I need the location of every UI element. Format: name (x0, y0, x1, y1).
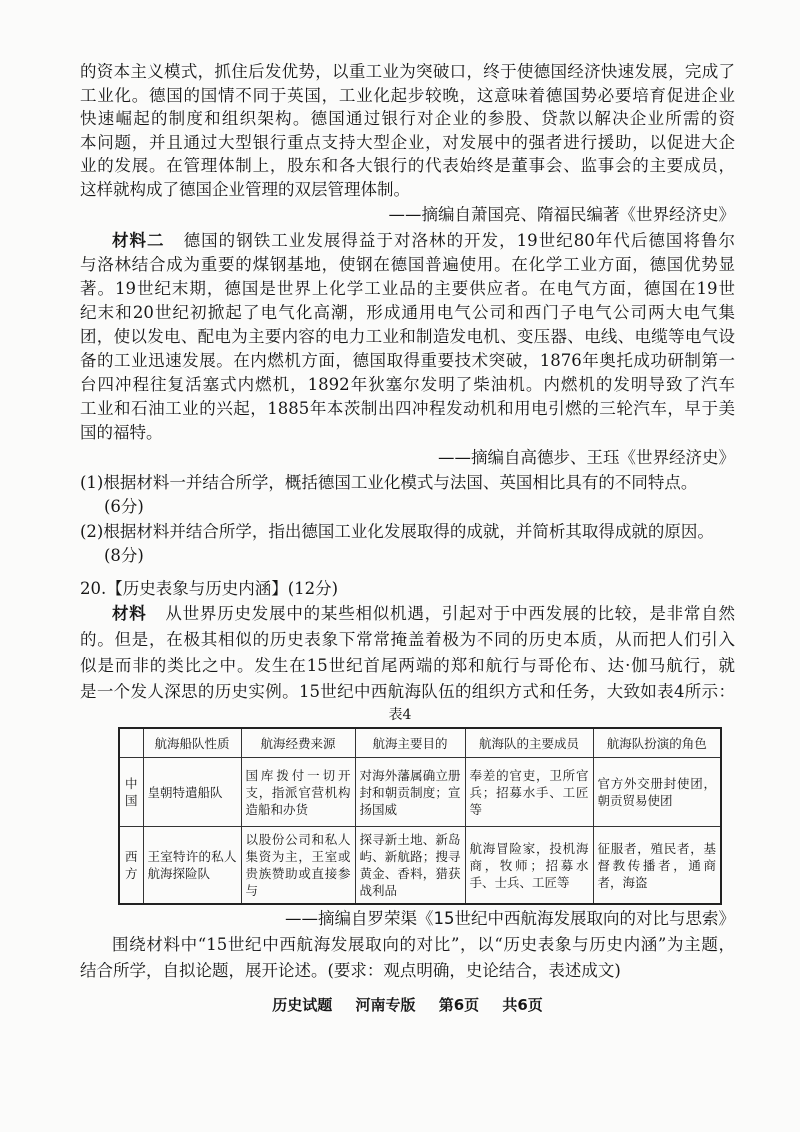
table-row (119, 758, 721, 827)
table-cell: 王室特许的私人航海探险队 (143, 827, 241, 905)
table-cell: 奉差的官吏，卫所官兵；招募水手、工匠等 (465, 758, 593, 827)
footer-page: 第6页 (438, 996, 480, 1014)
text-line: 台四冲程往复活塞式内燃机，1892年狄塞尔发明了柴油机。内燃机的发明导致了汽车 (80, 375, 735, 394)
table-header-row (119, 728, 721, 758)
comparison-table (118, 727, 722, 905)
text-line: 备的工业迅速发展。在内燃机方面，德国取得重要技术突破，1876年奥托成功研制第一 (80, 351, 735, 370)
table-cell: 探寻新土地、新岛屿、新航路；搜寻黄金、香料，猎获战利品 (355, 827, 465, 905)
text-line: 这样就构成了德国企业管理的双层管理体制。 (80, 179, 410, 199)
text-line: 著。19世纪末期，德国是世界上化学工业品的主要供应者。在电气方面，德国在19世 (80, 279, 735, 298)
footer-subject: 历史试题 (272, 996, 333, 1014)
question-1: (1)根据材料一并结合所学，概括德国工业化模式与法国、英国相比具有的不同特点。 (80, 473, 698, 492)
material-label: 材料 (112, 604, 147, 623)
text-line: 团，使以发电、配电为主要内容的电力工业和制造发电机、变压器、电线、电缆等电气设 (80, 327, 735, 346)
table-header: 航海主要目的 (355, 728, 465, 758)
material-label: 材料二 (112, 231, 165, 250)
text: 德国的钢铁工业发展得益于对洛林的开发，19世纪80年代后德国将鲁尔 (182, 231, 735, 250)
table-header: 航海队扮演的角色 (593, 728, 721, 758)
text-line (112, 603, 735, 625)
text-line: 工业和石油工业的兴起，1885年本茨制出四冲程发动机和用电引燃的三轮汽车，早于美 (80, 399, 735, 418)
text-line: 纪末和20世纪初掀起了电气化高潮，形成通用电气公司和西门子电气公司两大电气集 (80, 303, 735, 322)
text-line (112, 230, 735, 252)
text-line: 似是而非的类比之中。发生在15世纪首尾两端的郑和航行与哥伦布、达·伽马航行，就 (80, 656, 735, 675)
question-1-score: (6分) (104, 497, 144, 516)
task-line: 围绕材料中“15世纪中西航海发展取向的对比”，以“历史表象与历史内涵”为主题， (112, 935, 735, 954)
table-cell: 以股份公司和私人集资为主，王室或贵族赞助或直接参与 (241, 827, 355, 905)
text-line: 业的发展。在管理体制上，股东和各大银行的代表始终是董事会、监事会的主要成员， (80, 156, 735, 175)
text-line: 快速崛起的制度和组织架构。德国通过银行对企业的参股、贷款以解决企业所需的资 (80, 109, 735, 128)
text-line: 的。但是，在极其相似的历史表象下常常掩盖着极为不同的历史本质，从而把人们引入 (80, 630, 735, 649)
table-header (119, 728, 143, 758)
text-line: 与洛林结合成为重要的煤钢基地，使钢在德国普遍使用。在化学工业方面，德国优势显 (80, 255, 735, 274)
question-2: (2)根据材料并结合所学，指出德国工业化发展取得的成就，并简析其取得成就的原因。 (80, 522, 714, 541)
table-cell: 皇朝特遣船队 (143, 758, 241, 827)
table-caption: 表4 (388, 707, 412, 723)
source-citation: ——摘编自罗荣渠《15世纪中西航海发展取向的对比与思索》 (285, 909, 735, 928)
table-and-task (80, 727, 735, 1015)
table-header: 航海船队性质 (143, 728, 241, 758)
text-line: 工业化。德国的国情不同于英国，工业化起步较晚，这意味着德国势必要培育促进企业 (80, 85, 735, 105)
table-row (119, 827, 721, 905)
text-line: 的资本主义模式，抓住后发优势，以重工业为突破口，终于使德国经济快速发展，完成了 (80, 62, 735, 81)
table-header: 航海队的主要成员 (465, 728, 593, 758)
source-citation: ——摘编自萧国亮、隋福民编著《世界经济史》 (388, 205, 735, 224)
row-header: 西方 (119, 827, 143, 905)
row-header: 中国 (119, 758, 143, 827)
question-2-score: (8分) (104, 546, 144, 565)
page-footer (80, 994, 735, 1015)
table-cell: 航海冒险家，投机海商，牧师；招募水手、士兵、工匠等 (465, 827, 593, 905)
text: 从世界历史发展中的某些相似机遇，引起对于中西发展的比较，是非常自然 (164, 604, 736, 623)
table-cell: 对海外藩属确立册封和朝贡制度；宣扬国威 (355, 758, 465, 827)
text-line: 国的福特。 (80, 423, 163, 442)
table-cell: 征服者，殖民者，基督教传播者，通商者，海盗 (593, 827, 721, 905)
table-cell: 国库拨付一切开支，指派官营机构造船和办货 (241, 758, 355, 827)
table-cell: 官方外交册封使团，朝贡贸易使团 (593, 758, 721, 827)
question-heading: 20.【历史表象与历史内涵】(12分) (80, 579, 339, 598)
source-citation: ——摘编自高德步、王珏《世界经济史》 (438, 448, 735, 467)
table-header: 航海经费来源 (241, 728, 355, 758)
footer-edition: 河南专版 (355, 996, 416, 1014)
text-line: 是一个发人深思的历史实例。15世纪中西航海队伍的组织方式和任务，大致如表4所示： (80, 682, 735, 701)
footer-total: 共6页 (502, 996, 543, 1014)
task-line: 结合所学，自拟论题，展开论述。(要求：观点明确，史论结合，表述成文) (80, 961, 621, 980)
text-line: 本问题，并且通过大型银行重点支持大型企业，对发展中的强者进行援助，以促进大企 (80, 132, 735, 152)
